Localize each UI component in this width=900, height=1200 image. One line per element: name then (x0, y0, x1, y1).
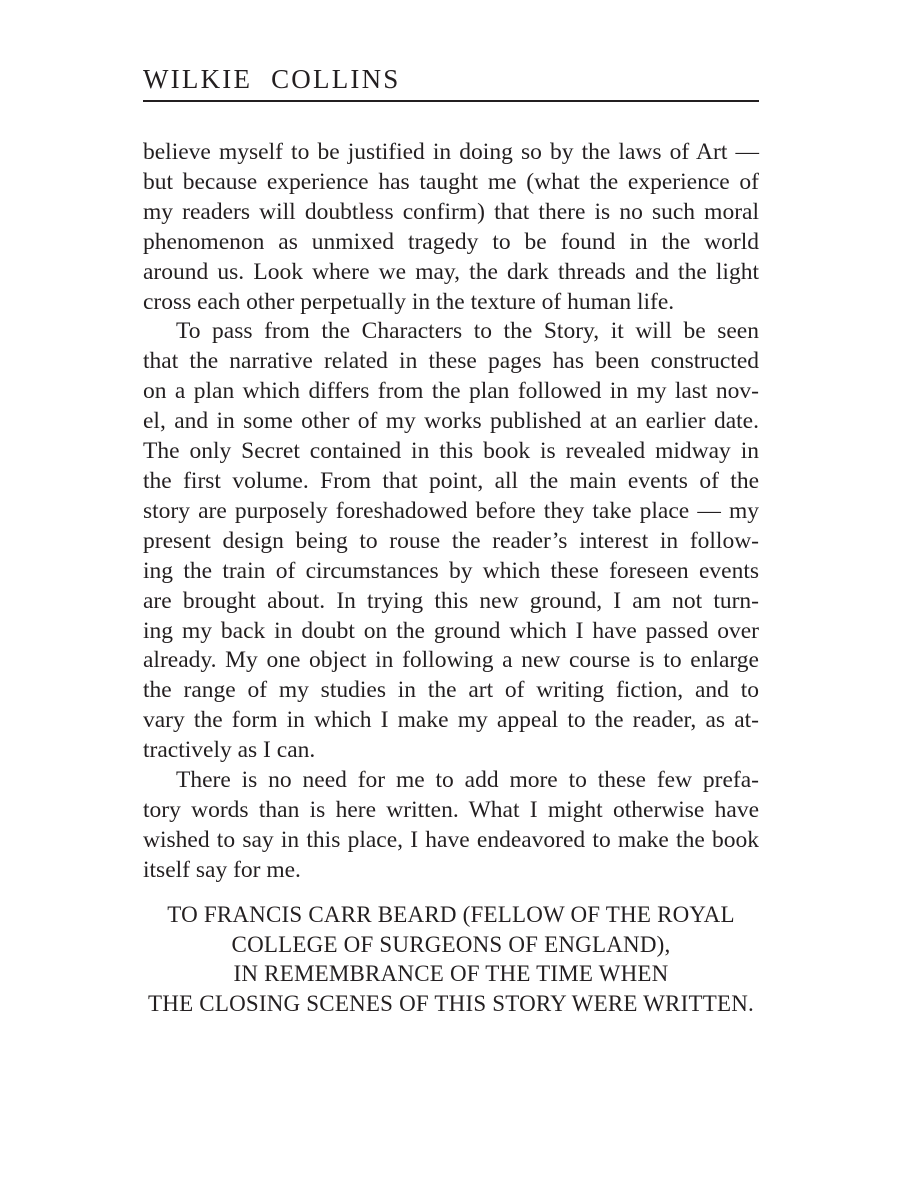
text-line: around us. Look where we may, the dark threads and the light (143, 258, 759, 285)
dedication-line: COLLEGE OF SURGEONS OF ENGLAND), (231, 931, 671, 957)
dedication-line: THE CLOSING SCENES OF THIS STORY WERE WRITTEN. (148, 991, 754, 1017)
dedication (143, 900, 759, 1020)
text-line: my readers will doubtless confirm) that there is no such moral (143, 198, 759, 225)
text-line: cross each other perpetually in the texture of human life. (143, 288, 675, 315)
dedication-line: IN REMEMBRANCE OF THE TIME WHEN (233, 961, 669, 987)
text-line: wished to say in this place, I have endeavored to make the book (143, 826, 759, 853)
text-line: el, and in some other of my works published at an earlier date. (143, 408, 759, 435)
text-line: tractively as I can. (143, 737, 316, 764)
text-line: vary the form in which I make my appeal to the reader, as at- (143, 707, 759, 734)
text-line: already. My one object in following a new course is to enlarge (143, 647, 759, 674)
text-line: on a plan which differs from the plan followed in my last nov- (143, 378, 759, 405)
header-rule (143, 100, 759, 102)
text-line: are brought about. In trying this new ground, I am not turn- (143, 587, 759, 614)
body-text (143, 138, 759, 886)
paragraph-2 (143, 317, 759, 766)
text-line: There is no need for me to add more to these few prefa- (176, 767, 759, 794)
text-line: story are purposely foreshadowed before they take place — my (143, 497, 759, 524)
text-line: the range of my studies in the art of writing fiction, and to (143, 677, 759, 704)
text-line: that the narrative related in these pages has been constructed (143, 348, 759, 375)
paragraph-1 (143, 138, 759, 317)
text-line: phenomenon as unmixed tragedy to be found in the world (143, 228, 759, 255)
text-line: ing the train of circumstances by which these foreseen events (143, 557, 759, 584)
text-line: The only Secret contained in this book is revealed midway in (143, 438, 759, 465)
text-line: To pass from the Characters to the Story, it will be seen (176, 318, 759, 345)
text-line: present design being to rouse the reader’s interest in follow- (143, 527, 759, 554)
paragraph-3 (143, 766, 759, 886)
book-page (143, 62, 759, 1019)
text-line: believe myself to be justified in doing so by the laws of Art — (143, 139, 759, 165)
running-head: WILKIE COLLINS (143, 64, 401, 94)
text-line: but because experience has taught me (what the experience of (143, 168, 759, 195)
text-line: ing my back in doubt on the ground which I have passed over (143, 617, 759, 644)
text-line: itself say for me. (143, 856, 301, 883)
dedication-line: TO FRANCIS CARR BEARD (FELLOW OF THE ROYAL (167, 901, 735, 927)
text-line: tory words than is here written. What I might otherwise have (143, 796, 759, 823)
text-line: the first volume. From that point, all the main events of the (143, 467, 759, 494)
